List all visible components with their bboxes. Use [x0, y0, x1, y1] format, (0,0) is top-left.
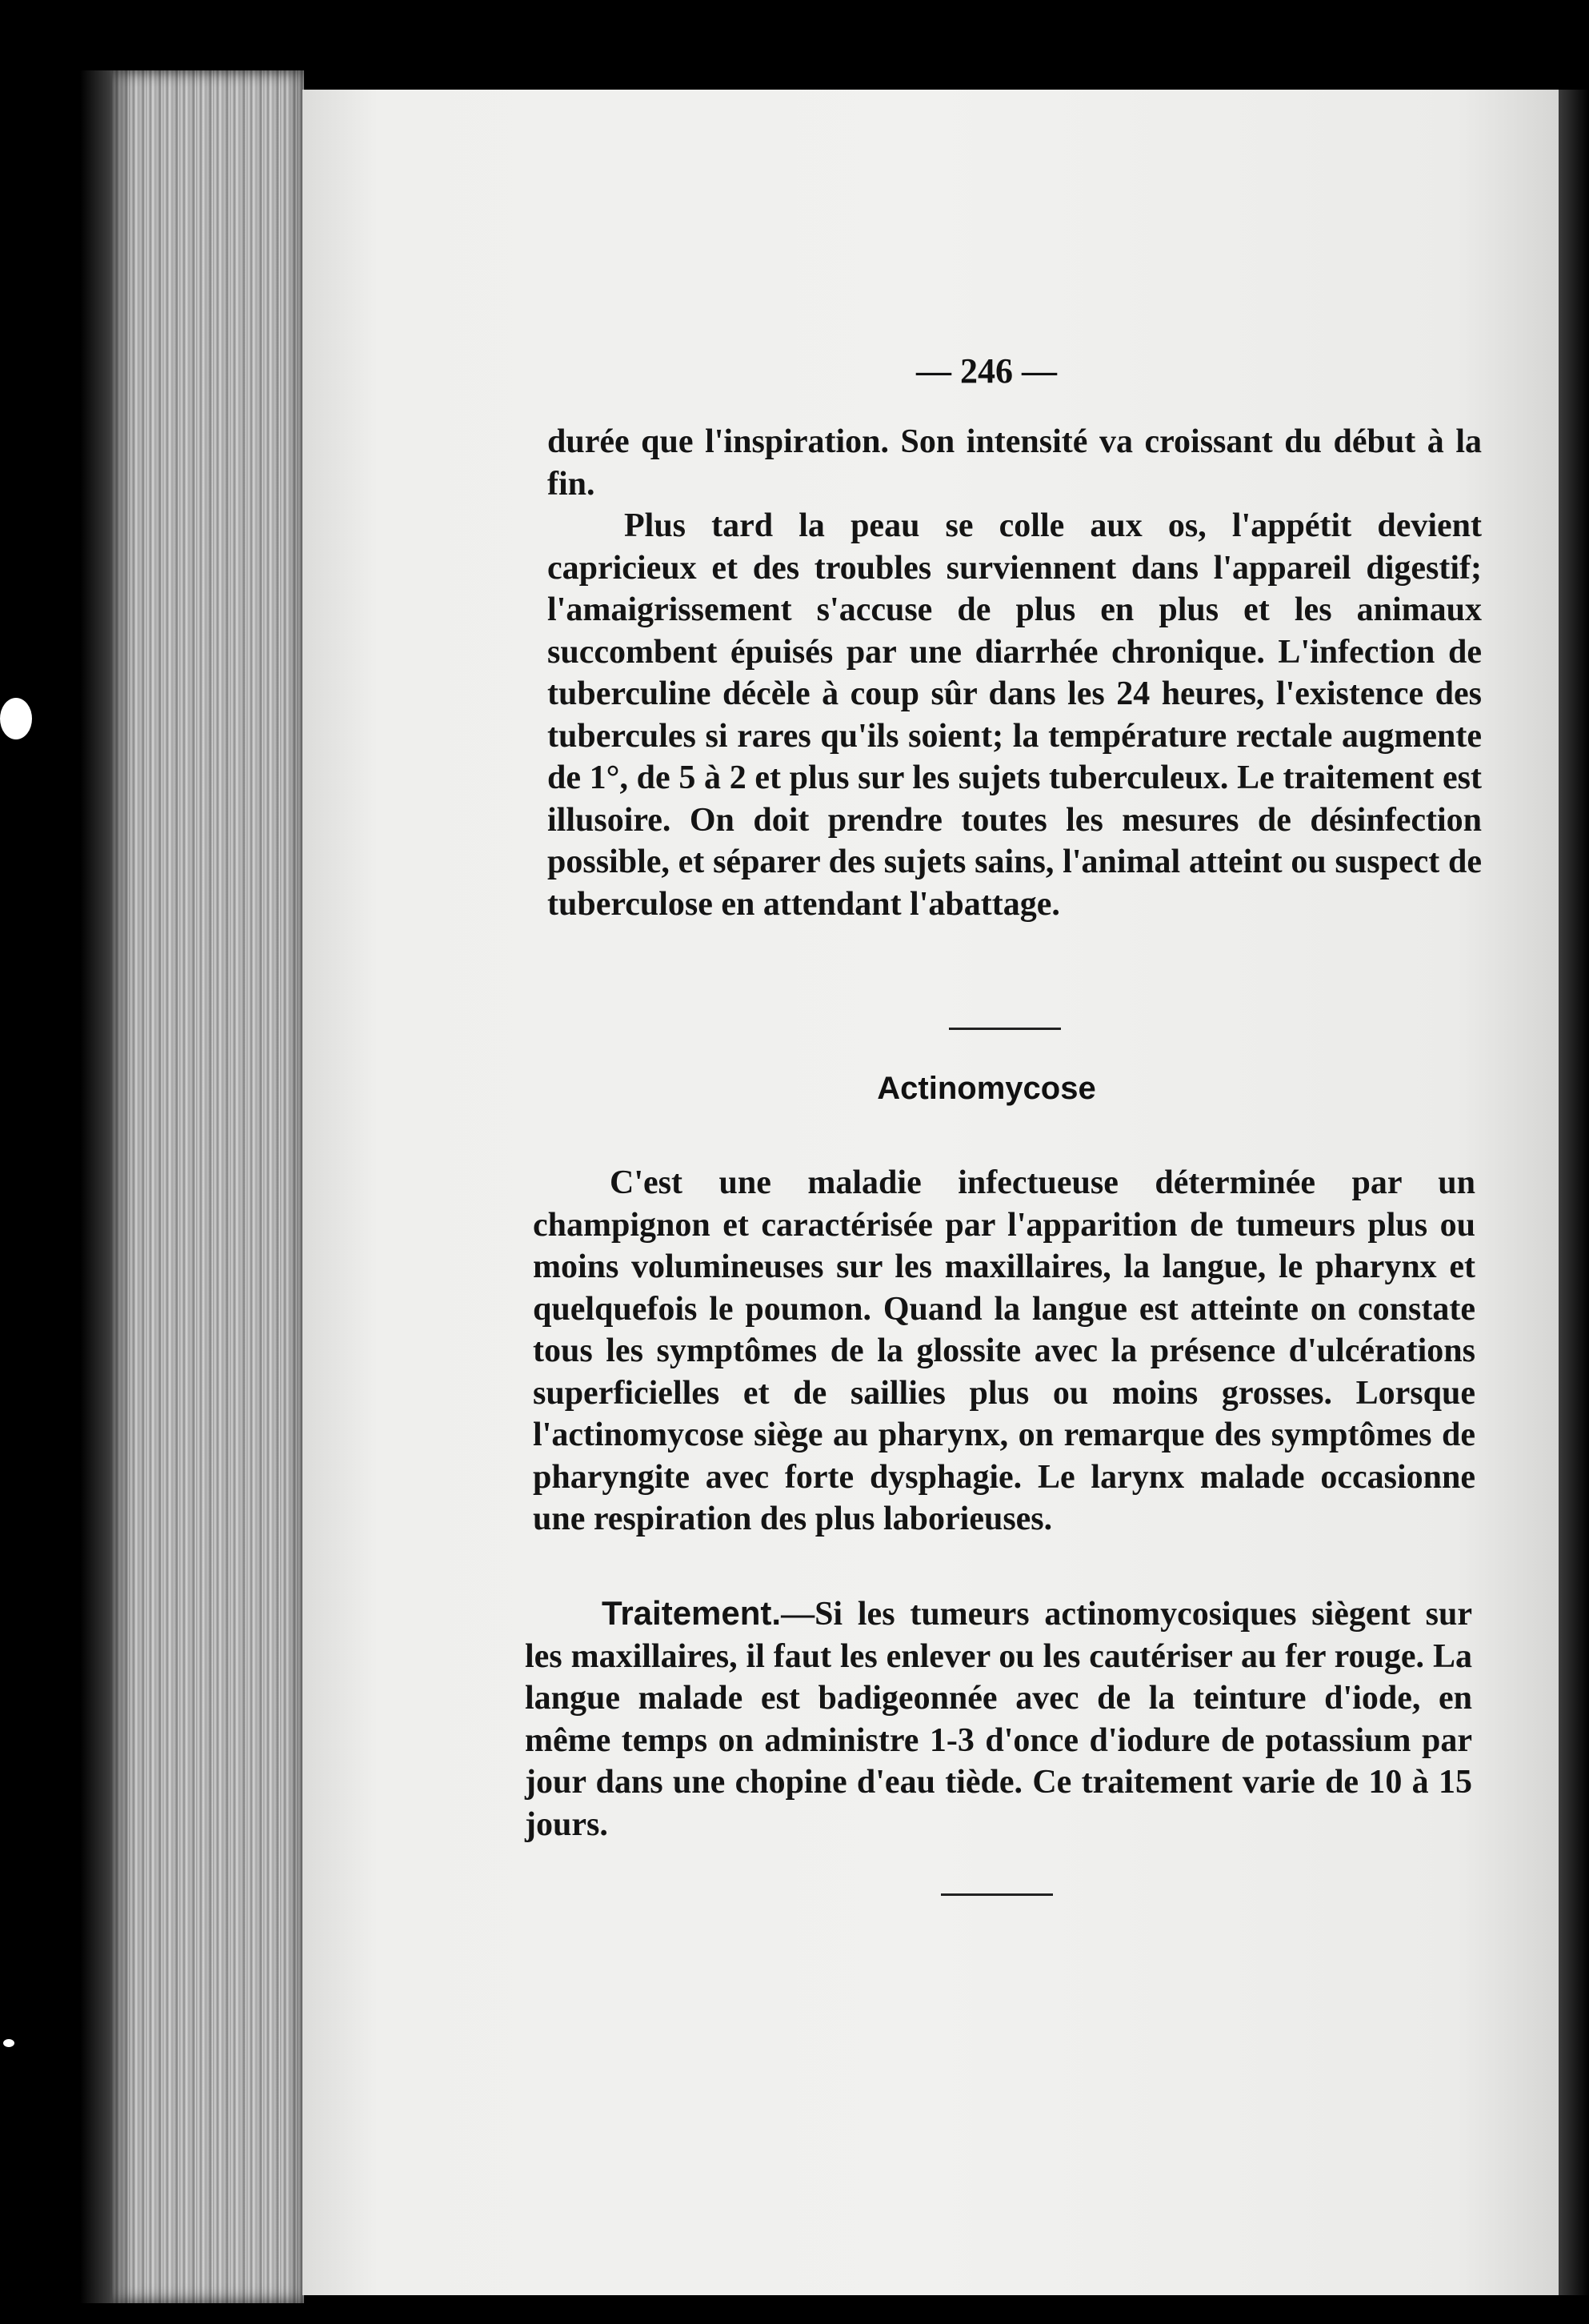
paragraph-tuberculosis: Plus tard la peau se colle aux os, l'appétit devient capricieux et des troubles surviennent dans l'appareil digestif; l'amaigrissement s'accuse de plus en plus et les animaux succombent épuisés par une diarrhée chronique. L'infection de tuberculine décèle à coup sûr dans les 24 heures, l'existence des tubercules si rares qu'ils soient; la température rectale augmente de 1°, de 5 à 2 et plus sur les sujets tuberculeux. Le traitement est illusoire. On doit prendre toutes les mesures de désinfection possible, et séparer des sujets sains, l'animal atteint ou suspect de tuberculose en attendant l'abattage. [547, 507, 1482, 923]
paragraph-actinomycose: C'est une maladie infectueuse déterminée par un champignon et caractérisée par l'apparition de tumeurs plus ou moins volumineuses sur les maxillaires, la langue, le pharynx et quelquefois le poumon. Quand la langue est atteinte on constate tous les symptômes de la glossite avec la présence d'ulcérations superficielles et de saillies plus ou moins grosses. Lorsque l'actinomycose siège au pharynx, on remarque des symptômes de pharyngite avec forte dysphagie. Le larynx malade occasionne une respiration des plus laborieuses. [533, 1164, 1475, 1537]
printed-page [302, 90, 1559, 2295]
section-divider [949, 1028, 1061, 1030]
treatment-label: Traitement. [602, 1594, 782, 1632]
section-body [533, 1162, 1475, 1541]
treatment-text: —Si les tumeurs actinomycosiques siègent sur les maxillaires, il faut les enlever ou les cautériser au fer rouge. La langue malade est badigeonnée avec de la teinture d'iode, en même temps on administre 1-3 d'once d'iodure de potassium par jour dans une chopine d'eau tiède. Ce traitement varie de 10 à 15 jours. [525, 1596, 1472, 1843]
paragraph-continuation: durée que l'inspiration. Son intensité va croissant du début à la fin. [547, 423, 1482, 503]
page-number: — 246 — [916, 351, 1057, 391]
scan-speck [3, 2039, 14, 2047]
scan-speck [0, 698, 32, 739]
book-fore-edge [112, 70, 304, 2303]
end-divider [941, 1893, 1053, 1896]
right-page-shadow [1559, 90, 1589, 2295]
treatment-block [525, 1593, 1472, 1845]
paragraph-treatment [525, 1593, 1472, 1845]
continued-text [547, 421, 1482, 925]
section-heading: Actinomycose [877, 1071, 1096, 1106]
